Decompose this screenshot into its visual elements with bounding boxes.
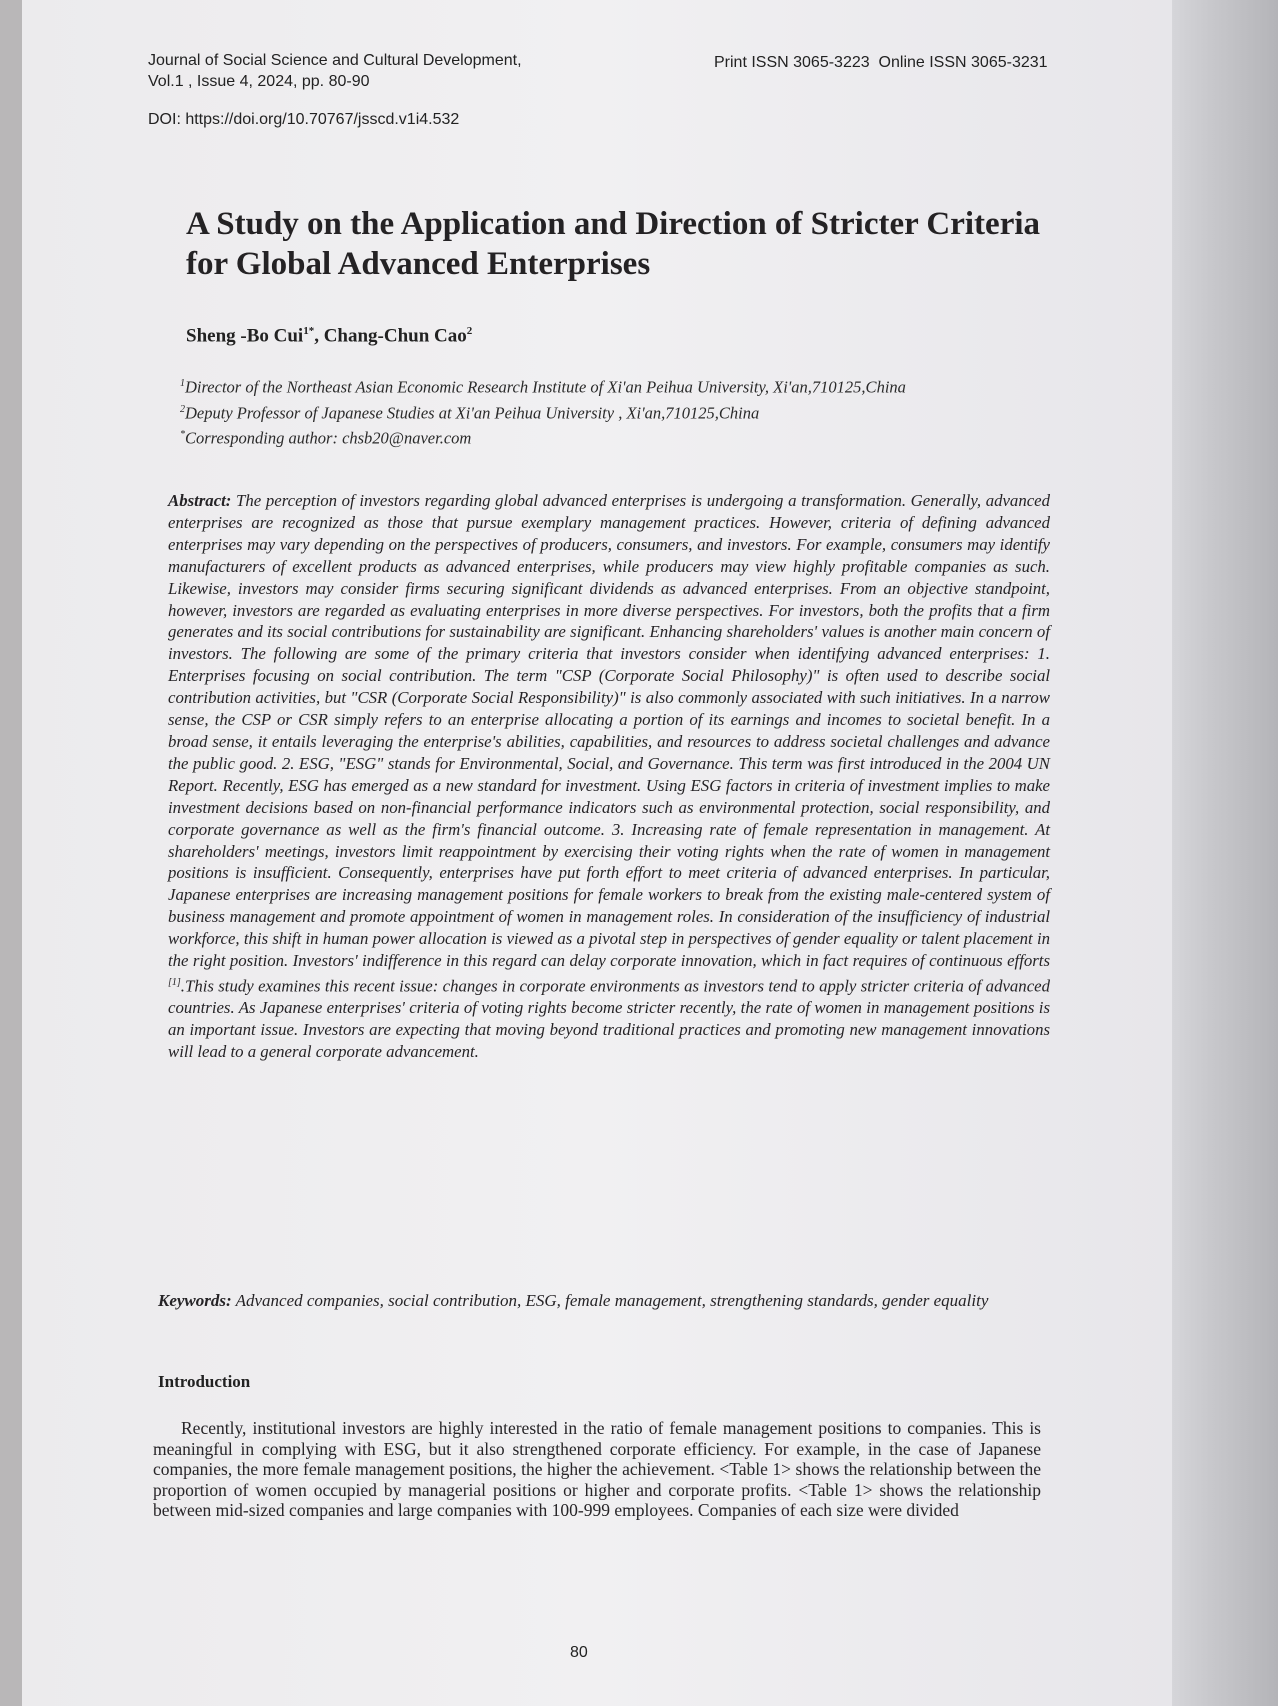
affiliation-mark: 1 bbox=[180, 378, 185, 389]
author-affiliation-mark: 2 bbox=[466, 325, 473, 337]
introduction-paragraph: Recently, institutional investors are highly interested in the ratio of female management positions to companies. This is meaningful in complying with ESG, but it also strengthened corporate efficiency. For example, in the case of Japanese companies, the more female management positions, the higher the achievement. <Table 1> shows the relationship between the proportion of women occupied by managerial positions or higher and corporate profits. <Table 1> shows the relationship between mid-sized companies and large companies with 100-999 employees. Companies of each size were divided bbox=[153, 1418, 1041, 1520]
section-heading-introduction: Introduction bbox=[158, 1372, 251, 1391]
keywords-paragraph bbox=[158, 1290, 1043, 1311]
book-spine-edge bbox=[1165, 0, 1278, 1706]
issn-line: Print ISSN 3065-3223 Online ISSN 3065-3231 bbox=[714, 54, 1048, 71]
author-affiliation-mark: 1* bbox=[303, 325, 315, 337]
abstract-text: The perception of investors regarding global advanced enterprises is undergoing a transformation. Generally, advanced enterprises are recognized as those that pursue exemplary management practices. However, criteria of defining advanced enterprises may vary depending on the perspectives of producers, consumers, and investors. For example, consumers may identify manufacturers of excellent products as advanced enterprises, while producers may view highly profitable companies as such. Likewise, investors may consider firms securing significant dividends as advanced enterprises. From an objective standpoint, however, investors are regarded as evaluating enterprises in more diverse perspectives. For investors, both the profits that a firm generates and its social contributions for sustainability are significant. Enhancing shareholders' values is another main concern of investors. The following are some of the primary criteria that investors consider when identifying advanced enterprises: 1. Enterprises focusing on social contribution. The term "CSP (Corporate Social Philosophy)" is often used to describe social contribution activities, but "CSR (Corporate Social Responsibility)" is also commonly associated with such initiatives. In a narrow sense, the CSP or CSR simply refers to an enterprise allocating a portion of its earnings and incomes to societal benefit. In a broad sense, it entails leveraging the enterprise's abilities, capabilities, and resources to address societal challenges and advance the public good. 2. ESG, "ESG" stands for Environmental, Social, and Governance. This term was first introduced in the 2004 UN Report. Recently, ESG has emerged as a new standard for investment. Using ESG factors in criteria of investment implies to make investment decisions based on non-financial performance indicators such as environmental protection, social responsibility, and corporate governance as well as the firm's financial outcome. 3. Increasing rate of female representation in management. At shareholders' meetings, investors limit reappointment by exercising their voting rights when the rate of women in management positions is insufficient. Consequently, enterprises have put forth effort to meet criteria of advanced enterprises. In particular, Japanese enterprises are increasing management positions for female workers to break from the existing male-centered system of business management and promote appointment of women in management roles. In consideration of the insufficiency of industrial workforce, this shift in human power allocation is viewed as a pivotal step in perspectives of gender equality or talent placement in the right position. Investors' indifference in this regard can delay corporate innovation, which in fact requires of continuous efforts bbox=[168, 491, 1050, 971]
journal-name: Journal of Social Science and Cultural Development, bbox=[148, 52, 522, 69]
journal-page bbox=[22, 0, 1172, 1706]
doi-link[interactable]: DOI: https://doi.org/10.70767/jsscd.v1i4.532 bbox=[148, 111, 460, 128]
affiliation-mark: * bbox=[180, 429, 185, 440]
journal-header bbox=[148, 50, 522, 92]
abstract-label: Abstract: bbox=[168, 491, 232, 510]
affiliation-2: $^2$Deputy Professor of Japanese Studies at Xi'an Peihua University , Xi'an,710125,China bbox=[180, 403, 760, 422]
abstract-text-cont: .This study examines this recent issue: changes in corporate environments as investors tend to apply stricter criteria of advanced countries. As Japanese enterprises' criteria of voting rights become stricter recently, the rate of women in management positions is an important issue. Investors are expecting that moving beyond traditional practices and promoting new management innovations will lead to a general corporate advancement. bbox=[168, 976, 1050, 1062]
keywords-label: Keywords: bbox=[158, 1291, 232, 1310]
journal-volume: Vol.1 , Issue 4, 2024, pp. 80-90 bbox=[148, 73, 370, 90]
corresponding-author: *Corresponding author: chsb20@naver.com bbox=[180, 428, 472, 448]
page-number: 80 bbox=[570, 1644, 588, 1661]
affiliations bbox=[180, 373, 1055, 450]
author-list bbox=[186, 325, 472, 347]
author-separator: , bbox=[314, 325, 324, 347]
citation-ref[interactable]: [1] bbox=[168, 976, 181, 988]
author-name: Sheng -Bo Cui bbox=[186, 325, 304, 347]
abstract-paragraph bbox=[168, 490, 1050, 1063]
affiliation-1: $^1$Director of the Northeast Asian Economic Research Institute of Xi'an Peihua University, Xi'an,710125,China bbox=[180, 377, 906, 397]
author-name: Chang-Chun Cao bbox=[323, 325, 467, 347]
keywords-text: Advanced companies, social contribution, ESG, female management, strengthening standards, gender equality bbox=[231, 1291, 989, 1310]
affiliation-mark: 2 bbox=[180, 403, 185, 415]
paper-title: A Study on the Application and Direction of Stricter Criteria for Global Advanced Enterprises bbox=[186, 206, 1041, 282]
